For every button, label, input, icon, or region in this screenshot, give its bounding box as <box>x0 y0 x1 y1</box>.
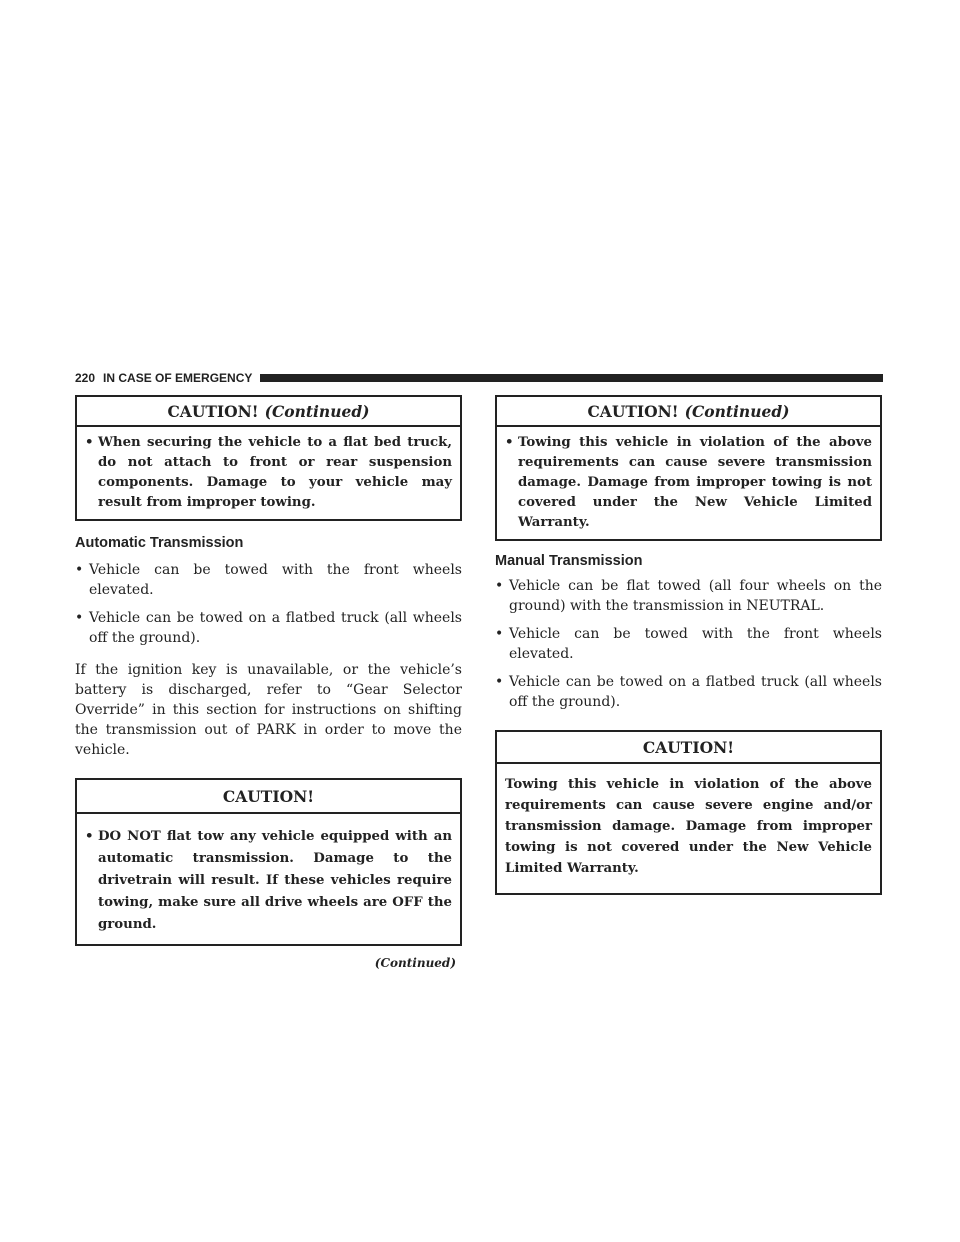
right-column <box>495 395 882 895</box>
list-item-text: Vehicle can be flat towed (all four wheels on the ground) with the transmission in NEUTRAL. <box>509 578 882 614</box>
bullet-icon: • <box>85 435 94 450</box>
bullet-icon: • <box>495 626 504 642</box>
caution-header <box>497 397 880 427</box>
caution-title: CAUTION! <box>587 402 679 421</box>
caution-box-continued <box>75 395 462 521</box>
list-item <box>495 672 882 712</box>
page-number: 220 <box>75 371 96 385</box>
caution-bullet <box>85 433 452 513</box>
list-item <box>75 608 462 648</box>
section-heading-manual: Manual Transmission <box>495 553 643 569</box>
caution-box <box>495 730 882 895</box>
caution-title: CAUTION! <box>167 402 259 421</box>
caution-header <box>77 397 460 427</box>
caution-bullet-text: Towing this vehicle in violation of the above requirements can cause severe transmission damage. Damage from improper towing is not covered under the New Vehicle Limited Warranty. <box>518 435 872 530</box>
caution-title: CAUTION! <box>222 787 315 806</box>
caution-text: Towing this vehicle in violation of the above requirements can cause severe engine and/or transmission damage. Damage from improper towing is not covered under the New Vehicle Limited Warranty. <box>505 777 872 876</box>
continued-note: (Continued) <box>374 956 456 970</box>
header-rule <box>260 374 883 382</box>
section-heading-automatic: Automatic Transmission <box>75 535 244 551</box>
caution-header <box>497 732 880 764</box>
bullet-icon: • <box>505 435 514 450</box>
caution-body <box>77 427 460 519</box>
caution-title: CAUTION! <box>642 738 735 757</box>
list-item <box>495 576 882 616</box>
caution-body <box>497 764 880 893</box>
left-column <box>75 395 462 970</box>
list-item <box>75 560 462 600</box>
bullet-icon: • <box>85 829 94 844</box>
section-title: IN CASE OF EMERGENCY <box>103 371 253 385</box>
bullet-icon: • <box>75 610 84 626</box>
list-item-text: Vehicle can be towed with the front wheels elevated. <box>89 562 462 598</box>
caution-continued-label: (Continued) <box>264 402 370 421</box>
caution-bullet <box>505 433 872 533</box>
caution-box <box>75 778 462 946</box>
list-item-text: Vehicle can be towed with the front wheels elevated. <box>509 626 882 662</box>
caution-body <box>497 427 880 539</box>
caution-bullet-text: When securing the vehicle to a flat bed truck, do not attach to front or rear suspension components. Damage to your vehicle may result from improper towing. <box>98 435 452 510</box>
bullet-icon: • <box>75 562 84 578</box>
bullet-icon: • <box>495 578 504 594</box>
caution-bullet <box>85 826 452 936</box>
list-item-text: Vehicle can be towed on a flatbed truck (all wheels off the ground). <box>509 674 882 710</box>
bullet-icon: • <box>495 674 504 690</box>
caution-box-continued <box>495 395 882 541</box>
page-header <box>75 371 883 385</box>
body-paragraph: If the ignition key is unavailable, or the vehicle’s battery is discharged, refer to “Gear Selector Override” in this section for instructions on shifting the transmission out of PARK in order to move the vehicle. <box>75 662 462 758</box>
caution-bullet-text: DO NOT flat tow any vehicle equipped with an automatic transmission. Damage to the drivetrain will result. If these vehicles require towing, make sure all drive wheels are OFF the ground. <box>98 829 452 932</box>
caution-header <box>77 780 460 814</box>
list-item-text: Vehicle can be towed on a flatbed truck (all wheels off the ground). <box>89 610 462 646</box>
list-item <box>495 624 882 664</box>
caution-body <box>77 814 460 944</box>
caution-continued-label: (Continued) <box>684 402 790 421</box>
